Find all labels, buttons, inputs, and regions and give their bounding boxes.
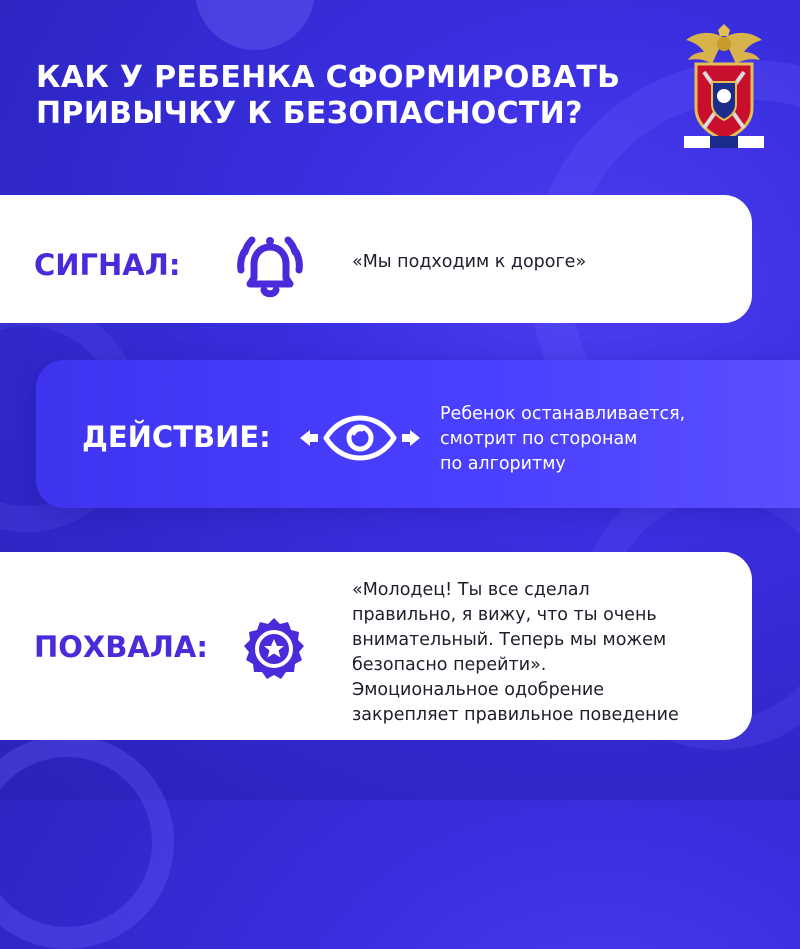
step-text-line: «Мы подходим к дороге» [352,252,587,272]
star-badge-icon [240,616,308,684]
page-title-line: КАК У РЕБЕНКА СФОРМИРОВАТЬ [36,60,621,95]
police-emblem-icon [682,24,766,152]
step-text-line: Ребенок останавливается, [440,404,686,424]
step-label: СИГНАЛ: [34,248,181,282]
step-text-line: внимательный. Теперь мы можем [352,630,667,650]
step-text-line: по алгоритму [440,454,566,474]
step-text-line: Эмоциональное одобрение [352,680,605,700]
decor-circle [195,0,315,50]
step-text-line: смотрит по сторонам [440,429,638,449]
decor-ring [0,735,174,949]
page-title [36,60,620,132]
eye-look-both-ways-icon [296,410,424,466]
step-text [352,250,586,275]
page-title-line: ПРИВЫЧКУ К БЕЗОПАСНОСТИ? [36,96,583,131]
step-text-line: правильно, я вижу, что ты очень [352,605,657,625]
step-label: ДЕЙСТВИЕ: [82,420,271,454]
step-label: ПОХВАЛА: [34,630,208,664]
step-text-line: «Молодец! Ты все сделал [352,580,590,600]
step-text-line: закрепляет правильное поведение [352,705,679,725]
bell-ringing-icon [232,228,308,304]
step-text-line: безопасно перейти». [352,655,547,675]
step-text [440,402,685,477]
step-text [352,578,679,728]
